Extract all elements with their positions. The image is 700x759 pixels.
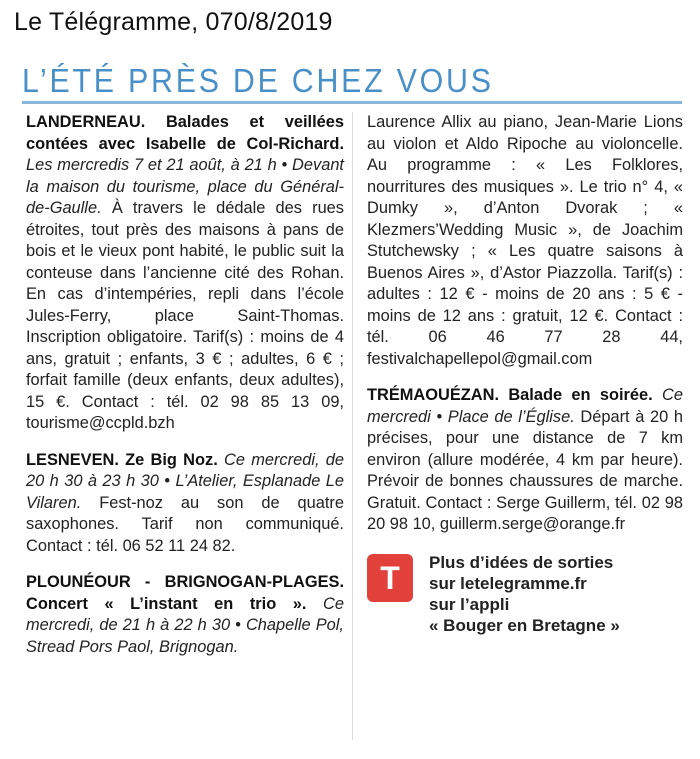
title-divider [22, 101, 682, 104]
event-heading: LESNEVEN. Ze Big Noz. [26, 450, 218, 469]
event-heading: LANDERNEAU. Balades et veillées contées avec Isabelle de Col-Richard. [26, 113, 344, 153]
left-column [26, 112, 344, 658]
promo-text [429, 552, 683, 636]
promo-line: sur l’appli [429, 594, 510, 614]
event-body: Départ à 20 h précises, pour une distance de 7 km environ (allure modérée, 4 km par heure). Prévoir de bonnes chaussures de marche. Gratuit. Contact : Serge Guillerm, tél. 02 98 20 98 10, guillerm.serge@orange.fr [367, 407, 683, 533]
event-plouneour [26, 572, 344, 658]
telegramme-logo-icon: T [367, 554, 413, 602]
event-schedule: Les mercredis 7 et 21 août, à 21 h • Devant la maison du tourisme, place du Général-de-Gaulle. [26, 156, 344, 217]
event-schedule: Ce mercredi, de 21 h à 22 h 30 • Chapelle Pol, Stread Pors Paol, Brignogan. [26, 594, 344, 656]
promo-line: sur letelegramme.fr [429, 573, 587, 593]
column-divider [352, 112, 353, 740]
event-body: Fest-noz au son de quatre saxophones. Tarif non communiqué. Contact : tél. 06 52 11 24 82. [26, 493, 344, 555]
event-body: À travers le dédale des rues étroites, tout près des maisons à pans de bois et le vieux pont habité, le public suit la conteuse dans l’ancienne cité des Rohan. En cas d’intempéries, repli dans l’école Jules-Ferry, place Saint-Thomas. Inscription obligatoire. Tarif(s) : moins de 4 ans, gratuit ; enfants, 3 € ; adultes, 6 € ; forfait famille (deux enfants, deux adultes), 15 €. Contact : tél. 02 98 85 13 09, tourisme@ccpld.bzh [26, 199, 344, 432]
promo-box[interactable] [367, 552, 683, 636]
event-body: Laurence Allix au piano, Jean-Marie Lions au violon et Aldo Ripoche au violoncelle. Au programme : « Les Folklores, nourritures des musiques ». Le trio n° 4, « Dumky », d’Anton Dvorak ; « Klezmers’Wedding Music », de Joachim Stutchewsky ; « Les quatre saisons à Buenos Aires », d’Astor Piazzolla. Tarif(s) : adultes : 12 € - moins de 20 ans : 5 € - moins de 12 ans : gratuit, 12 €. Contact : tél. 06 46 77 28 44, festivalchapellepol@gmail.com [367, 113, 683, 368]
event-heading: TRÉMAOUÉZAN. Balade en soirée. [367, 386, 653, 404]
event-heading: PLOUNÉOUR - BRIGNOGAN-PLAGES. Concert « L’instant en trio ». [26, 573, 344, 613]
section-title: L’ÉTÉ PRÈS DE CHEZ VOUS [22, 62, 494, 99]
event-tremaouezan [367, 385, 683, 536]
promo-line: « Bouger en Bretagne » [429, 615, 620, 635]
right-column [367, 112, 683, 636]
newspaper-caption: Le Télégramme, 070/8/2019 [14, 8, 333, 36]
promo-line: Plus d’idées de sorties [429, 552, 614, 572]
event-landerneau [26, 112, 344, 435]
event-schedule: Ce mercredi • Place de l’Église. [367, 386, 683, 426]
event-schedule: Ce mercredi, de 20 h 30 à 23 h 30 • L’Atelier, Esplanade Le Vilaren. [26, 450, 344, 512]
event-plouneour-continued [367, 112, 683, 370]
event-lesneven [26, 450, 344, 558]
